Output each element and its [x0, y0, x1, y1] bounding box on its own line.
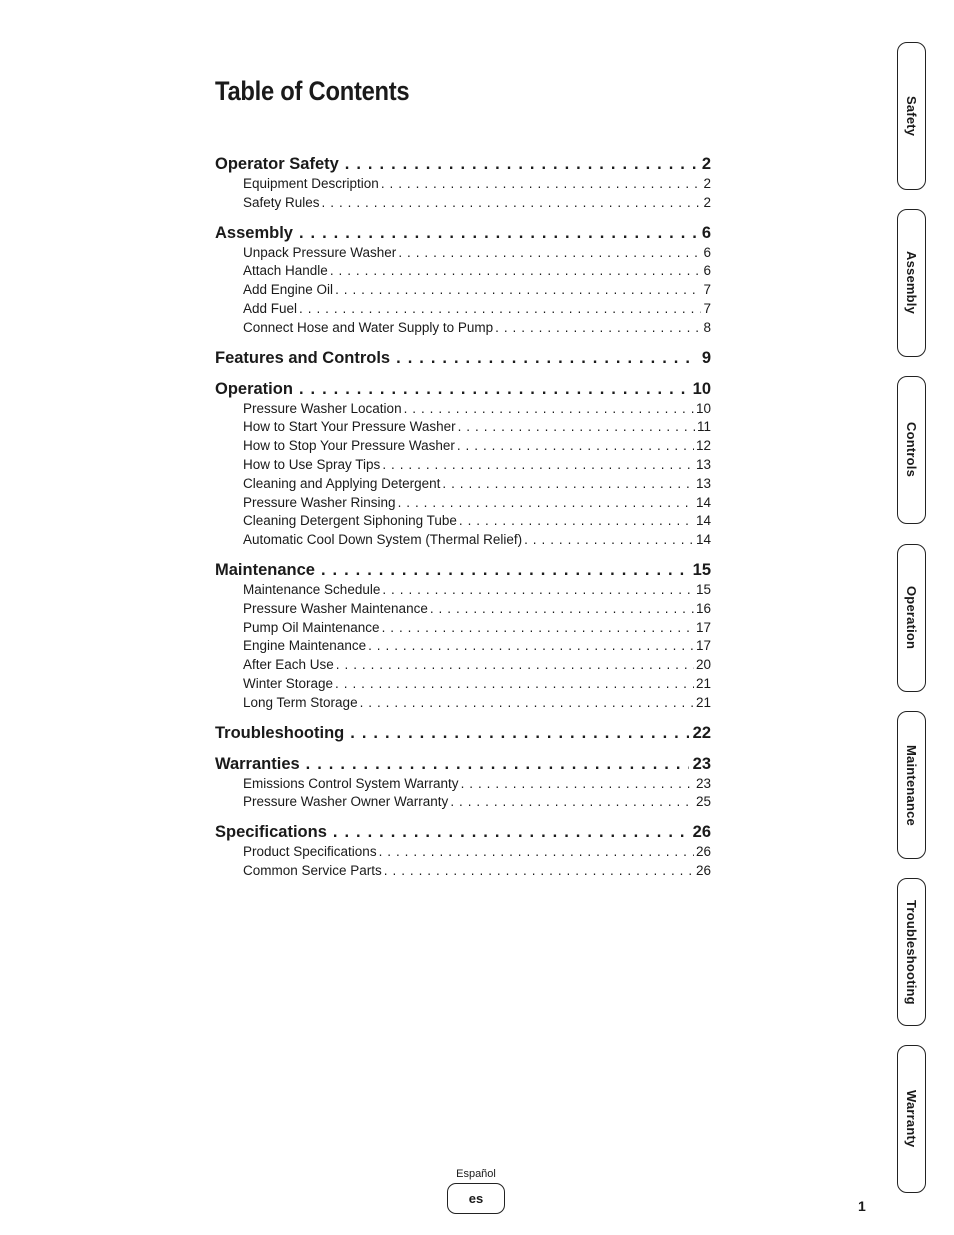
toc-subentry-page: 21: [695, 675, 711, 691]
page-title: Table of Contents: [215, 76, 410, 106]
toc-subentry-page: 25: [695, 794, 711, 810]
toc-subentry[interactable]: [243, 694, 711, 713]
toc-subentry-page: 14: [695, 532, 711, 548]
dot-leader: [293, 222, 698, 244]
toc-entry-title: Operation: [215, 379, 293, 398]
toc-subentry-page: 21: [695, 694, 711, 710]
toc-subentry[interactable]: [243, 475, 711, 494]
toc-entry[interactable]: [215, 222, 711, 244]
toc-subentries: [215, 581, 711, 713]
toc-subentries: [215, 843, 711, 881]
toc-subentry[interactable]: [243, 400, 711, 419]
toc-entry[interactable]: [215, 559, 711, 581]
toc-entry[interactable]: [215, 153, 711, 175]
toc-subentry-title: Pressure Washer Rinsing: [243, 494, 396, 510]
toc-subentry[interactable]: [243, 418, 711, 437]
toc-entry[interactable]: [215, 821, 711, 843]
language-label: Español: [456, 1168, 496, 1180]
toc-subentry-page: 20: [695, 657, 711, 673]
toc-subentry-page: 2: [703, 176, 711, 191]
dot-leader: [456, 418, 695, 437]
toc-entry-page: 15: [692, 560, 711, 579]
toc-subentry-page: 13: [695, 456, 711, 472]
toc-subentry-page: 6: [703, 263, 711, 279]
toc-entry-title: Features and Controls: [215, 348, 391, 367]
toc-subentry-page: 26: [695, 844, 711, 860]
dot-leader: [522, 531, 694, 550]
toc-subentry-title: How to Stop Your Pressure Washer: [243, 438, 455, 454]
toc-subentry[interactable]: [243, 637, 711, 656]
toc-subentry-title: Attach Handle: [243, 263, 328, 279]
toc-subentry-title: Unpack Pressure Washer: [243, 244, 397, 260]
dot-leader: [344, 722, 688, 744]
page-number: 1: [858, 1198, 866, 1214]
toc-subentry-title: Long Term Storage: [243, 694, 358, 710]
toc-subentry-page: 6: [703, 244, 711, 260]
toc-subentry[interactable]: [243, 300, 711, 319]
toc-section: [215, 722, 711, 744]
toc-subentry[interactable]: [243, 581, 711, 600]
toc-subentry-title: Add Fuel: [243, 300, 298, 316]
toc-subentry-page: 14: [695, 494, 711, 510]
toc-subentry[interactable]: [243, 175, 711, 194]
toc-entry-page: 10: [692, 379, 711, 398]
toc-entry-title: Warranties: [215, 754, 300, 773]
dot-leader: [300, 753, 689, 775]
side-tab-label: Maintenance: [904, 744, 919, 826]
toc-subentry-page: 16: [695, 600, 711, 616]
toc-subentry-title: Pressure Washer Owner Warranty: [243, 794, 449, 810]
toc-subentry-page: 8: [703, 319, 711, 335]
toc-entry-page: 22: [692, 723, 711, 742]
toc-subentry-page: 11: [696, 419, 711, 435]
toc-subentry[interactable]: [243, 619, 711, 638]
toc-subentry-page: 26: [695, 862, 711, 878]
toc-entry[interactable]: [215, 378, 711, 400]
dot-leader: [297, 300, 701, 319]
toc-subentry[interactable]: [243, 531, 711, 550]
toc-subentry-page: 15: [695, 581, 711, 597]
dot-leader: [328, 262, 702, 281]
dot-leader: [380, 456, 694, 475]
side-tab-operation[interactable]: [897, 544, 926, 692]
toc-subentry[interactable]: [243, 494, 711, 513]
toc-subentry-title: How to Use Spray Tips: [243, 456, 381, 472]
dot-leader: [459, 775, 694, 794]
language-code-badge[interactable]: es: [447, 1183, 505, 1214]
toc-subentries: [215, 775, 711, 813]
toc-entry-page: 23: [692, 754, 711, 773]
side-tab-label: Warranty: [904, 1090, 919, 1148]
toc-subentry-page: 7: [703, 300, 711, 316]
dot-leader: [380, 581, 694, 600]
side-tab-controls[interactable]: [897, 376, 926, 524]
toc-subentry-title: Safety Rules: [243, 194, 320, 210]
side-tab-label: Controls: [904, 422, 919, 478]
side-tab-label: Troubleshooting: [904, 899, 919, 1005]
toc-subentry[interactable]: [243, 843, 711, 862]
toc-subentry-title: How to Start Your Pressure Washer: [243, 419, 456, 435]
toc-entry-title: Assembly: [215, 223, 293, 242]
dot-leader: [333, 675, 694, 694]
toc-section: [215, 378, 711, 550]
toc-subentry-title: Pressure Washer Maintenance: [243, 600, 428, 616]
toc-subentry[interactable]: [243, 456, 711, 475]
toc-subentry-title: Equipment Description: [243, 176, 379, 191]
dot-leader: [333, 281, 701, 300]
dot-leader: [448, 793, 694, 812]
toc-entry-title: Specifications: [215, 823, 327, 842]
dot-leader: [455, 437, 694, 456]
dot-leader: [358, 694, 694, 713]
toc-subentry[interactable]: [243, 600, 711, 619]
toc-subentry-page: 13: [695, 475, 711, 491]
dot-leader: [402, 400, 694, 419]
toc-subentry-title: Engine Maintenance: [243, 638, 367, 654]
toc-subentry-title: Common Service Parts: [243, 862, 382, 878]
dot-leader: [457, 512, 694, 531]
toc-subentry[interactable]: [243, 775, 711, 794]
dot-leader: [440, 475, 694, 494]
toc-subentry-title: Pump Oil Maintenance: [243, 619, 380, 635]
toc-section: [215, 821, 711, 881]
toc-subentry-title: Connect Hose and Water Supply to Pump: [243, 319, 494, 335]
dot-leader: [377, 843, 694, 862]
side-tab-label: Operation: [904, 586, 919, 650]
dot-leader: [379, 175, 702, 194]
toc-subentry-title: Cleaning Detergent Siphoning Tube: [243, 513, 457, 529]
toc-subentry-title: Product Specifications: [243, 844, 377, 860]
toc-subentry-title: Pressure Washer Location: [243, 400, 402, 416]
toc-subentry-page: 17: [695, 638, 711, 654]
toc-subentry-page: 17: [695, 619, 711, 635]
toc-subentry-page: 7: [703, 282, 711, 298]
dot-leader: [428, 600, 694, 619]
toc-subentry[interactable]: [243, 656, 711, 675]
dot-leader: [380, 619, 694, 638]
side-tab-assembly[interactable]: [897, 209, 926, 357]
dot-leader: [339, 153, 698, 175]
dot-leader: [293, 378, 689, 400]
toc-subentry-page: 12: [695, 438, 711, 454]
toc-section: [215, 153, 711, 213]
dot-leader: [396, 244, 701, 263]
side-tab-label: Safety: [904, 95, 919, 137]
side-tab-safety[interactable]: [897, 42, 926, 190]
toc-subentry-page: 10: [695, 400, 711, 416]
side-tab-warranty[interactable]: [897, 1045, 926, 1193]
toc-subentry[interactable]: [243, 675, 711, 694]
toc-entry[interactable]: [215, 722, 711, 744]
side-tab-troubleshooting[interactable]: [897, 878, 926, 1026]
side-tab-maintenance[interactable]: [897, 711, 926, 859]
toc-subentry-title: After Each Use: [243, 657, 334, 673]
toc-entry-title: Troubleshooting: [215, 723, 345, 742]
toc-entry-title: Operator Safety: [215, 155, 339, 173]
toc-subentries: [215, 175, 711, 213]
dot-leader: [396, 494, 694, 513]
dot-leader: [315, 559, 689, 581]
toc-subentry-title: Automatic Cool Down System (Thermal Relief): [243, 532, 523, 548]
toc-entry-page: 6: [701, 223, 711, 242]
toc-subentry-title: Maintenance Schedule: [243, 581, 381, 597]
dot-leader: [382, 862, 694, 881]
toc-subentry[interactable]: [243, 244, 711, 263]
toc-subentry[interactable]: [243, 437, 711, 456]
toc-entry[interactable]: [215, 753, 711, 775]
side-tab-label: Assembly: [904, 251, 919, 315]
toc-subentries: [215, 400, 711, 550]
toc-section: [215, 222, 711, 338]
toc-entry-page: 9: [701, 348, 711, 367]
toc-subentry-page: 23: [695, 775, 711, 791]
table-of-contents: [215, 153, 711, 890]
toc-subentry-title: Cleaning and Applying Detergent: [243, 475, 441, 491]
dot-leader: [390, 347, 698, 369]
toc-section: [215, 347, 711, 369]
toc-section: [215, 753, 711, 813]
toc-subentry[interactable]: [243, 793, 711, 812]
toc-entry[interactable]: [215, 347, 711, 369]
toc-subentry[interactable]: [243, 262, 711, 281]
toc-subentry[interactable]: [243, 319, 711, 338]
toc-subentry[interactable]: [243, 512, 711, 531]
toc-entry-title: Maintenance: [215, 560, 315, 579]
dot-leader: [366, 637, 694, 656]
dot-leader: [320, 194, 702, 213]
toc-subentry-title: Emissions Control System Warranty: [243, 775, 459, 791]
toc-subentry-title: Winter Storage: [243, 675, 334, 691]
toc-subentry[interactable]: [243, 862, 711, 881]
toc-subentries: [215, 244, 711, 338]
dot-leader: [334, 656, 694, 675]
toc-subentry[interactable]: [243, 194, 711, 213]
toc-subentry-title: Add Engine Oil: [243, 282, 334, 298]
toc-entry-page: 2: [701, 155, 711, 173]
toc-section: [215, 559, 711, 713]
toc-subentry-page: 2: [703, 194, 711, 210]
toc-subentry[interactable]: [243, 281, 711, 300]
toc-subentry-page: 14: [695, 513, 711, 529]
dot-leader: [493, 319, 701, 338]
toc-entry-page: 26: [692, 823, 711, 842]
dot-leader: [327, 821, 689, 843]
